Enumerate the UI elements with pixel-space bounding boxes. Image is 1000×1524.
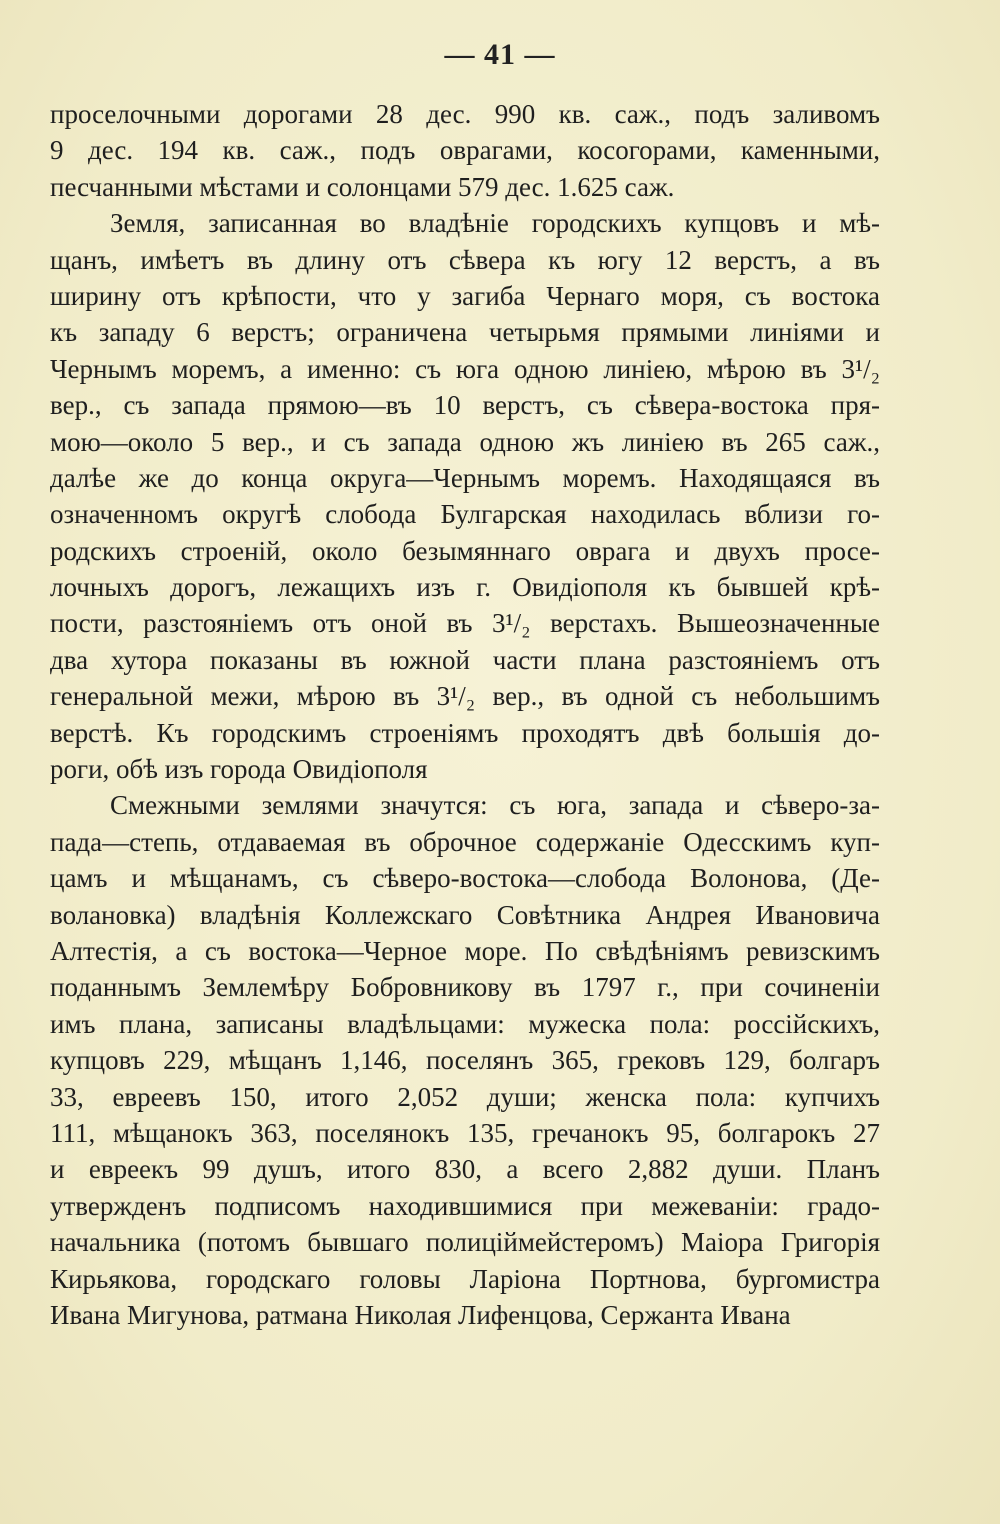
text-line: поданнымъ Землемѣру Бобровникову въ 1797 г., при сочиненіи [50,972,880,1003]
text-line: Алтестія, а съ востока—Черное море. По свѣдѣніямъ ревизскимъ [50,935,880,966]
text-line: къ западу 6 верстъ; ограничена четырьмя прямыми линіями и [50,317,880,348]
text-line: вер., съ запада прямою—въ 10 верстъ, съ сѣвера-востока пря- [50,390,880,421]
text-line: лочныхъ дорогъ, лежащихъ изъ г. Овидіополя къ бывшей крѣ- [50,572,880,603]
text-line: имъ плана, записаны владѣльцами: мужеска пола: россійскихъ, [50,1008,880,1039]
text-line: 111, мѣщанокъ 363, поселянокъ 135, гречанокъ 95, болгарокъ 27 [50,1117,880,1148]
text-line: купцовъ 229, мѣщанъ 1,146, поселянъ 365, грековъ 129, болгаръ [50,1045,880,1076]
text-line: проселочными дорогами 28 дес. 990 кв. саж., подъ заливомъ [50,99,880,129]
text-line: два хутора показаны въ южной части плана разстояніемъ отъ [50,644,880,675]
text-line: Земля, записанная во владѣніе городскихъ купцовъ и мѣ- [110,208,880,239]
text-line: Ивана Мигунова, ратмана Николая Лифенцова, Сержанта Ивана [50,1299,791,1330]
paragraph [50,96,880,205]
text-line: родскихъ строеній, около безымяннаго оврага и двухъ просе- [50,535,880,566]
text-line: роги, обѣ изъ города Овидіополя [50,754,428,785]
text-line: Кирьякова, городскаго головы Ларіона Портнова, бургомистра [50,1263,880,1294]
text-line: означенномъ округѣ слобода Булгарская находилась вблизи го- [50,499,880,530]
text-line: Чернымъ моремъ, а именно: съ юга одною линіею, мѣрою въ 3¹/₂ [50,353,880,384]
text-line: пада—степь, отдаваемая въ оброчное содержаніе Одесскимъ куп- [50,826,880,857]
paragraph [50,787,880,1333]
text-line: Смежными землями значутся: съ юга, запада и сѣверо-за- [110,790,880,821]
body-text [50,96,880,1333]
text-line: начальника (потомъ бывшаго полиціймейстеромъ) Маіора Григорія [50,1227,880,1258]
text-line: утвержденъ подписомъ находившимися при межеваніи: градо- [50,1190,880,1221]
text-line: верстѣ. Къ городскимъ строеніямъ проходятъ двѣ большія до- [50,717,880,748]
page-number: — 41 — [444,38,556,71]
text-line: волановка) владѣнія Коллежскаго Совѣтника Андрея Ивановича [50,899,880,930]
text-line: 33, евреевъ 150, итого 2,052 души; женска пола: купчихъ [50,1081,880,1112]
text-line: 9 дес. 194 кв. саж., подъ оврагами, косогорами, каменными, [50,135,880,166]
text-line: генеральной межи, мѣрою въ 3¹/₂ вер., въ одной съ небольшимъ [50,681,880,712]
text-line: пости, разстояніемъ отъ оной въ 3¹/₂ верстахъ. Вышеозначенные [50,608,880,639]
text-line: мою—около 5 вер., и съ запада одною жъ линіею въ 265 саж., [50,426,880,457]
text-line: щанъ, имѣетъ въ длину отъ сѣвера къ югу 12 верстъ, а въ [50,244,880,275]
text-line: песчанными мѣстами и солонцами 579 дес. 1.625 саж. [50,171,675,202]
text-line: и евреекъ 99 душъ, итого 830, а всего 2,882 души. Планъ [50,1154,880,1185]
text-line: далѣе же до конца округа—Чернымъ моремъ. Находящаяся въ [50,462,880,493]
paragraph [50,205,880,787]
text-line: цамъ и мѣщанамъ, съ сѣверо-востока—слобода Волонова, (Де- [50,863,880,894]
text-line: ширину отъ крѣпости, что у загиба Чернаго моря, съ востока [50,280,880,311]
